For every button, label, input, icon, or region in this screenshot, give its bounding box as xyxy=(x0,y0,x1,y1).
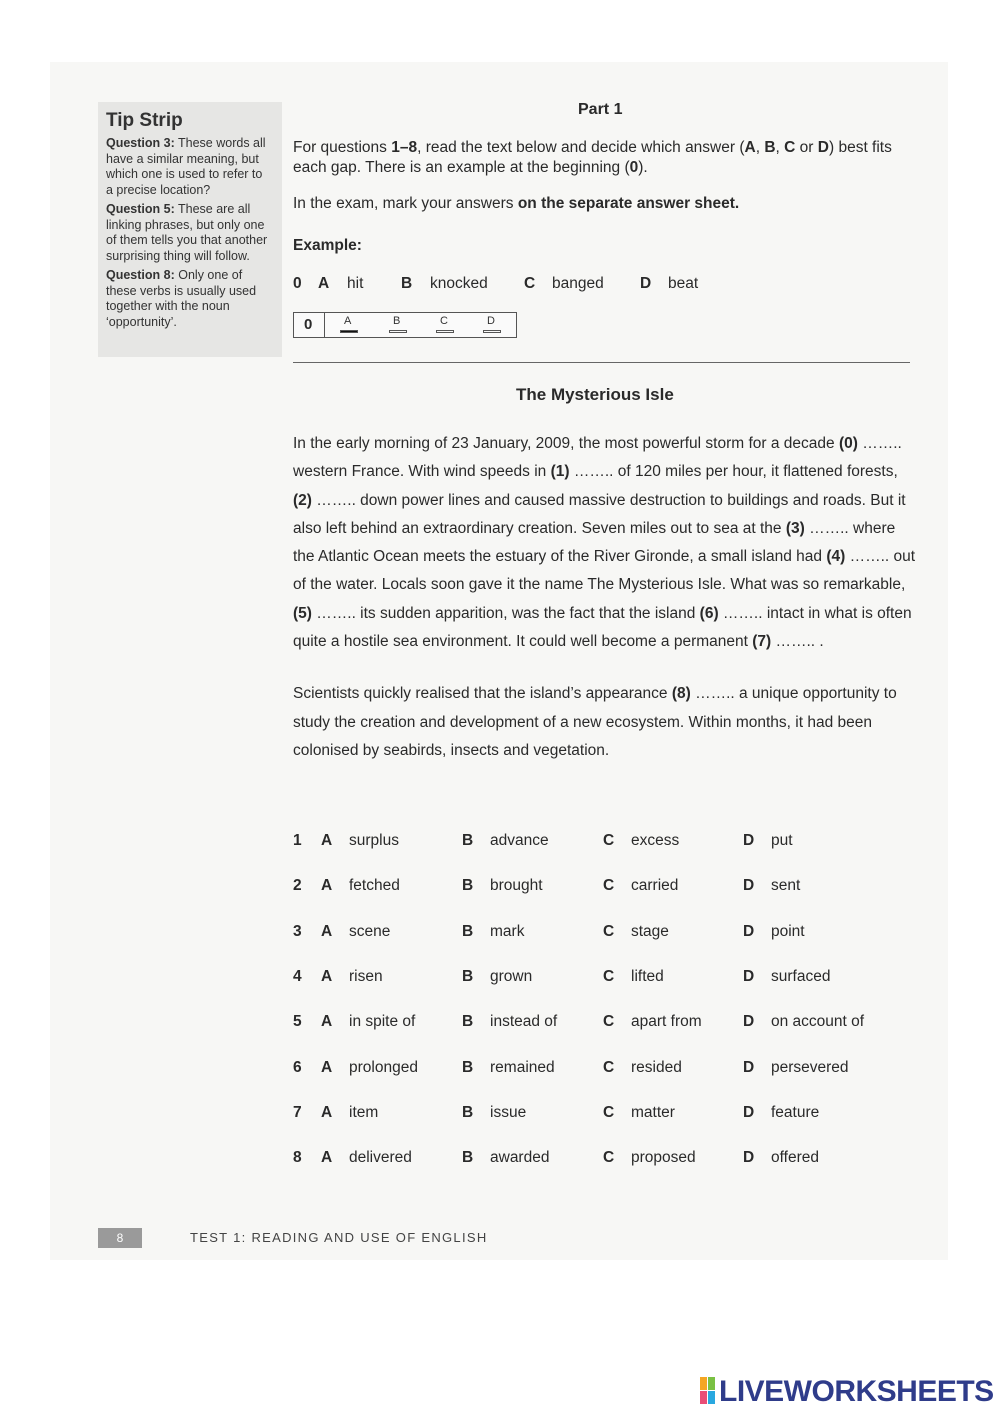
option-letter: D xyxy=(743,922,755,940)
option-letter: C xyxy=(603,832,615,849)
gap-number: (1) xyxy=(550,463,570,481)
story-text-run: …….. out of the water. Locals soon gave it the name The Mysterious Isle. What was so remarkable, xyxy=(293,548,916,594)
option-letter: B xyxy=(462,922,474,940)
answer-mark-b[interactable] xyxy=(389,330,407,333)
option-letter: B xyxy=(462,832,474,849)
option-b: awarded xyxy=(490,1149,550,1167)
option-a: in spite of xyxy=(349,1013,416,1031)
story-text-run: Scientists quickly realised that the island’s appearance xyxy=(293,685,672,703)
option-d: surfaced xyxy=(771,967,831,985)
option-a: risen xyxy=(349,967,383,985)
option-d: point xyxy=(771,922,805,940)
option-letter: A xyxy=(321,1058,333,1076)
exam-note: In the exam, mark your answers on the separate answer sheet. xyxy=(293,195,740,212)
option-letter: D xyxy=(743,1058,755,1076)
option-b: remained xyxy=(490,1058,555,1076)
option-letter: A xyxy=(321,1103,333,1121)
option-letter: D xyxy=(743,832,755,849)
story-paragraph-1 xyxy=(293,430,918,656)
answer-box-divider xyxy=(324,313,325,337)
part-title: Part 1 xyxy=(578,101,623,118)
story-text-run: In the early morning of 23 January, 2009, the most powerful storm for a decade xyxy=(293,435,839,452)
page-number: 8 xyxy=(98,1228,142,1248)
option-letter: D xyxy=(743,1013,755,1031)
gap-number: (7) xyxy=(752,633,772,651)
example-option-word: banged xyxy=(552,275,604,292)
option-a: delivered xyxy=(349,1149,412,1167)
story-title: The Mysterious Isle xyxy=(516,385,674,404)
question-number: 8 xyxy=(293,1149,302,1167)
story-text-run: …….. down power lines and caused massive destruction to buildings and roads. But it also left behind an extraordinary creation. Seven miles out to sea at the xyxy=(293,491,906,537)
liveworksheets-text: LIVEWORKSHEETS xyxy=(719,1375,994,1408)
option-b: instead of xyxy=(490,1013,558,1031)
option-letter: A xyxy=(321,832,333,849)
option-letter: A xyxy=(321,1013,333,1031)
option-c: stage xyxy=(631,922,669,940)
option-letter: A xyxy=(321,1149,333,1167)
story-paragraph-2 xyxy=(293,680,918,765)
option-c: excess xyxy=(631,832,680,849)
option-d: put xyxy=(771,832,793,849)
option-c: lifted xyxy=(631,967,664,985)
option-letter: C xyxy=(603,967,615,985)
tip-text: These are all linking phrases, but only one of them tells you that another surprising thing will follow. xyxy=(106,202,268,263)
gap-number: (6) xyxy=(699,604,719,622)
tip-label: Question 8: xyxy=(106,268,175,282)
option-letter: B xyxy=(462,1058,474,1076)
story-text-run: …….. intact in what is often quite a hostile sea environment. It could well become a permanent xyxy=(293,604,912,651)
answer-mark-c[interactable] xyxy=(436,330,454,333)
example-option-word: hit xyxy=(347,275,364,292)
option-letter: C xyxy=(603,1013,615,1031)
liveworksheets-icon xyxy=(700,1377,716,1405)
option-d: offered xyxy=(771,1149,819,1167)
story-text-run: …….. its sudden apparition, was the fact that the island xyxy=(311,604,700,622)
gap-number: (5) xyxy=(293,604,312,622)
option-letter: D xyxy=(743,877,755,895)
option-b: brought xyxy=(490,877,543,895)
option-b: mark xyxy=(490,922,525,940)
question-number: 5 xyxy=(293,1013,302,1031)
story-text-run: …….. . xyxy=(771,633,824,651)
answer-letter: C xyxy=(440,315,448,327)
answer-letter: D xyxy=(487,315,495,327)
tip-text: These words all have a similar meaning, but which one is used to refer to a precise location? xyxy=(106,136,266,197)
question-number: 4 xyxy=(293,967,302,985)
example-option-word: knocked xyxy=(430,275,488,292)
option-d: on account of xyxy=(771,1013,865,1031)
option-letter: B xyxy=(462,1103,474,1121)
answer-box-number: 0 xyxy=(304,316,313,333)
question-number: 2 xyxy=(293,877,302,895)
story-text-run: …….. of 120 miles per hour, it flattened forests, xyxy=(569,463,898,481)
example-answer-box xyxy=(293,312,517,338)
example-option-letter: B xyxy=(401,275,413,292)
option-d: feature xyxy=(771,1103,820,1121)
tip-question-5 xyxy=(106,202,272,264)
option-letter: B xyxy=(462,967,474,985)
option-d: persevered xyxy=(771,1058,849,1076)
option-letter: D xyxy=(743,1103,755,1121)
option-a: surplus xyxy=(349,832,399,849)
option-c: proposed xyxy=(631,1149,696,1167)
option-b: advance xyxy=(490,832,549,849)
example-option-letter: A xyxy=(318,275,330,292)
option-letter: C xyxy=(603,1103,615,1121)
tip-question-3 xyxy=(106,136,272,198)
option-c: matter xyxy=(631,1103,675,1121)
option-a: fetched xyxy=(349,877,400,895)
option-letter: C xyxy=(603,922,615,940)
option-letter: A xyxy=(321,877,333,895)
option-b: issue xyxy=(490,1103,527,1121)
example-label: Example: xyxy=(293,237,362,254)
example-option-letter: D xyxy=(640,275,652,292)
tip-strip-title: Tip Strip xyxy=(106,110,183,131)
tip-strip xyxy=(98,102,282,357)
story-text-run: …….. western France. With wind speeds in xyxy=(293,435,902,481)
story-text-run: …….. where the Atlantic Ocean meets the estuary of the River Gironde, a small island had xyxy=(293,519,896,566)
gap-number: (4) xyxy=(826,548,846,566)
tip-text: Only one of these verbs is usually used together with the noun ‘opportunity’. xyxy=(106,268,257,329)
option-letter: C xyxy=(603,877,615,895)
example-option-word: beat xyxy=(668,275,699,292)
option-b: grown xyxy=(490,967,533,985)
option-letter: B xyxy=(462,1149,474,1167)
question-number: 7 xyxy=(293,1103,302,1121)
tip-question-8 xyxy=(106,268,272,330)
example-number: 0 xyxy=(293,275,302,292)
footer-title: TEST 1: READING AND USE OF ENGLISH xyxy=(190,1230,488,1245)
tip-label: Question 3: xyxy=(106,136,175,150)
answer-mark-a[interactable] xyxy=(340,330,358,333)
section-divider xyxy=(293,362,910,363)
question-number: 1 xyxy=(293,832,302,849)
tip-label: Question 5: xyxy=(106,202,175,216)
answer-letter: B xyxy=(393,315,401,327)
gap-number: (3) xyxy=(785,519,805,537)
answer-letter: A xyxy=(344,315,352,327)
example-option-letter: C xyxy=(524,275,536,292)
story-text-run: …….. a unique opportunity to study the creation and development of a new ecosystem. Within months, it had been colonised by seabirds, insects and vegetation. xyxy=(293,685,897,759)
option-letter: D xyxy=(743,967,755,985)
answer-mark-d[interactable] xyxy=(483,330,501,333)
option-a: scene xyxy=(349,922,391,940)
option-a: prolonged xyxy=(349,1058,418,1076)
option-letter: C xyxy=(603,1058,615,1076)
question-number: 6 xyxy=(293,1058,302,1076)
story-text xyxy=(293,430,918,789)
gap-number: (2) xyxy=(293,491,312,509)
option-letter: B xyxy=(462,877,474,895)
gap-number: (0) xyxy=(838,435,858,452)
option-letter: B xyxy=(462,1013,474,1031)
option-d: sent xyxy=(771,877,801,895)
option-letter: C xyxy=(603,1149,615,1167)
instructions: For questions 1–8, read the text below and decide which answer (A, B, C or D) best fits each gap. There is an example at the beginning (0). xyxy=(293,139,892,176)
option-c: resided xyxy=(631,1058,682,1076)
option-a: item xyxy=(349,1103,379,1121)
option-c: apart from xyxy=(631,1013,702,1031)
gap-number: (8) xyxy=(671,685,691,703)
option-c: carried xyxy=(631,877,679,895)
question-number: 3 xyxy=(293,922,302,940)
option-letter: A xyxy=(321,922,333,940)
option-letter: D xyxy=(743,1149,755,1167)
option-letter: A xyxy=(321,967,333,985)
